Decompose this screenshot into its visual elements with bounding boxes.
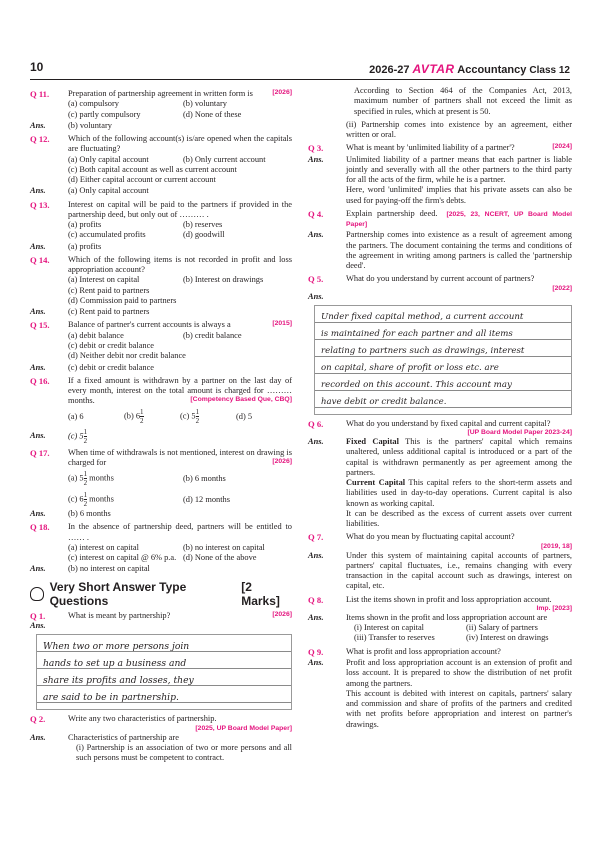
fraction-top: 1 [195, 408, 200, 417]
options-full [68, 341, 292, 362]
list-item: (iv) Interest on drawings [466, 633, 549, 643]
fraction-bottom: 2 [140, 417, 144, 426]
question-17 [30, 448, 292, 469]
question-number: Q 5. [308, 274, 324, 285]
question-text: What is profit and loss appropriation account? [346, 646, 501, 656]
handwritten-line: on capital, share of profit or loss etc. are [321, 362, 499, 373]
question-number: Q 8. [308, 594, 324, 605]
option: (d) None of these [183, 109, 242, 119]
question-body: What do you understand by current account of partners? [346, 274, 535, 284]
option: (c) accumulated profits [68, 230, 146, 240]
option: (d) 12 months [183, 494, 230, 504]
answer-label: Ans. [30, 362, 46, 372]
answer-label: Ans. [30, 621, 46, 631]
option [180, 408, 236, 425]
question-number: Q 11. [30, 89, 50, 99]
options [68, 470, 292, 508]
question-number: Q 9. [308, 646, 324, 657]
fraction [84, 428, 88, 445]
question-number: Q 2. [30, 714, 46, 725]
year-tag: [2026] [272, 610, 292, 618]
question-16 [30, 376, 292, 407]
options [68, 331, 292, 341]
answer [308, 551, 572, 592]
question-body: Explain partnership deed. [346, 208, 438, 218]
section-marks: [2 Marks] [241, 579, 280, 608]
question-text [346, 274, 572, 291]
answer-text: Partnership comes into existence as a result of agreement among the partners. The document containing the terms and conditions of the agreement in writing among partners is called the 'partnership deed'. [346, 230, 572, 271]
answer-text [68, 428, 292, 445]
subject-title: Accountancy [457, 64, 527, 76]
answer-label: Ans. [30, 732, 46, 742]
option [68, 470, 177, 487]
question-number: Q 13. [30, 199, 50, 210]
options-full [68, 286, 292, 307]
option: (c) interest on capital @ 6% p.a. [68, 553, 177, 563]
question-body: What do you understand by fixed capital and current capital? [346, 418, 551, 428]
answer-label: Ans. [308, 658, 324, 668]
question-body: What is meant by 'unlimited liability of a partner'? [346, 143, 515, 153]
question-text [346, 532, 572, 549]
option-whole: (b) 6 [124, 411, 141, 421]
handwritten-answer [36, 634, 292, 710]
question-text: Which of the following account(s) is/are opened when the capitals are fluctuating? [68, 134, 292, 154]
handwritten-line: hands to set up a business and [43, 658, 187, 670]
question-text [346, 595, 572, 612]
answer [30, 363, 292, 373]
question-body: What do you mean by fluctuating capital account? [346, 532, 515, 542]
option: (b) reserves [183, 220, 223, 230]
answer-text: (b) voluntary [68, 120, 112, 130]
header-rule [30, 79, 570, 80]
year-tag: [2019, 18] [541, 542, 572, 550]
question-number: Q 16. [30, 375, 50, 386]
question-body: Balance of partner's current accounts is always a [68, 320, 231, 330]
question-15 [30, 320, 292, 330]
section-heading [30, 580, 292, 608]
answer-text: Items shown in the profit and loss appropriation account are [346, 612, 548, 622]
answer [30, 428, 292, 445]
option: (a) profits [68, 220, 102, 230]
option [68, 491, 177, 508]
question-text [68, 89, 292, 99]
fraction [196, 408, 200, 425]
handwritten-line: have debit or credit balance. [321, 396, 447, 407]
answer-text: (c) debit or credit balance [68, 362, 155, 372]
answer-text: Under this system of maintaining capital accounts of partners, partners' capital fluctuates, i.e., remains changing with every transaction in the capital account such as drawings, interest on capital, etc. [346, 550, 572, 591]
source-tag: [UP Board Model Paper 2023-24] [467, 429, 572, 437]
term-definition: This capital refers to the short-term assets and liabilities used in day-to-day operations. Current capital is also known as working capital. [346, 478, 572, 508]
fraction-top: 1 [83, 470, 88, 479]
handwritten-line: share its profits and losses, they [43, 675, 194, 687]
answer-label: Ans. [30, 431, 46, 441]
option: (a) 6 [68, 411, 84, 421]
source-tag: [2025, UP Board Model Paper] [195, 724, 292, 732]
answer [308, 613, 572, 623]
handwritten-line: is maintained for each partner and all items [321, 328, 513, 339]
question-11 [30, 89, 292, 99]
lightbulb-icon [30, 587, 44, 601]
options [68, 407, 292, 427]
fraction [140, 408, 144, 425]
option-whole: (c) 6 [68, 494, 84, 504]
handwritten-line: are said to be in partnership. [43, 692, 179, 704]
vsa-question-5 [308, 274, 572, 291]
option: (b) no interest on capital [183, 542, 265, 552]
continued-text: According to Section 464 of the Companies Act, 2013, maximum number of partners shall not exceed the limit as specified in rules, which at present is 50. [354, 86, 572, 116]
vsa-question-2 [30, 714, 292, 731]
fraction-top: 1 [140, 408, 144, 417]
option [124, 408, 180, 425]
question-number: Q 1. [30, 610, 46, 621]
option: (c) Both capital account as well as current account [68, 164, 237, 174]
answer-text: (a) Only capital account [68, 186, 149, 196]
source-tag: [2025, 23, NCERT, UP Board Model Paper] [346, 210, 572, 229]
handwritten-line: recorded on this account. This account may [321, 379, 512, 390]
question-text [68, 611, 292, 621]
answer-text: (a) profits [68, 241, 102, 251]
answer-label: Ans. [308, 437, 324, 447]
answer-label: Ans. [30, 564, 46, 574]
fraction [84, 470, 88, 487]
year-tag: [2026] [272, 457, 292, 465]
answer [30, 733, 292, 743]
year-tag: [2015] [272, 320, 292, 328]
options [68, 543, 292, 564]
answer [308, 658, 572, 689]
answer [308, 230, 572, 271]
question-body: What is meant by partnership? [68, 610, 171, 620]
answer-label: Ans. [308, 550, 324, 560]
list-item: (iii) Transfer to reserves [354, 633, 435, 643]
question-number: Q 6. [308, 418, 324, 429]
answer-text: (b) 6 months [68, 509, 111, 519]
answer [30, 307, 292, 317]
question-text [346, 209, 572, 230]
option: (d) Commission paid to partners [68, 295, 177, 305]
question-number: Q 12. [30, 134, 50, 145]
question-number: Q 15. [30, 320, 50, 331]
option-whole: (a) 5 [68, 473, 84, 483]
right-column [308, 86, 572, 730]
vsa-question-4 [308, 209, 572, 230]
option-whole: (c) 5 [180, 411, 196, 421]
question-text: Interest on capital will be paid to the partners if provided in the partnership deed, but only out of ……… . [68, 199, 292, 219]
answer-text: (b) no interest on capital [68, 564, 150, 574]
options [68, 99, 292, 120]
answer-text [346, 437, 572, 478]
running-header [369, 62, 570, 76]
question-number: Q 14. [30, 254, 50, 265]
handwritten-answer [314, 305, 572, 415]
option: (a) Interest on capital [68, 275, 140, 285]
answer-label: Ans. [30, 307, 46, 317]
answer-label: Ans. [308, 612, 324, 622]
answer-paragraph: Here, word 'unlimited' implies that his private assets can also be used for paying-off the firm's debts. [346, 185, 572, 205]
question-text [346, 419, 572, 436]
vsa-question-6 [308, 419, 572, 436]
left-column [30, 86, 292, 763]
brand-logo: AVTAR [412, 62, 455, 76]
answer-label: Ans. [30, 509, 46, 519]
fraction-bottom: 2 [83, 479, 88, 488]
question-13 [30, 200, 292, 221]
year-tag: Imp. [2023] [536, 604, 572, 612]
list-item: (i) Interest on capital [354, 623, 424, 633]
answer-label: Ans. [308, 291, 324, 301]
answer [30, 186, 292, 196]
question-body: If a fixed amount is withdrawn by a partner on the last day of every month, interest on the total amount is charged for ……… months. [68, 375, 292, 406]
question-number: Q 7. [308, 532, 324, 543]
answer [308, 437, 572, 478]
question-body: When time of withdrawals is not mentioned, interest on drawing is charged for [68, 447, 292, 467]
term-definition: This is the partners' capital which remains unaltered, unless additional capital is introduced or a part of the capital is withdrawn permanently as per agreement among the partners. [346, 437, 572, 477]
answer-text: (c) Rent paid to partners [68, 307, 150, 317]
answer-label: Ans. [30, 241, 46, 251]
option: (d) goodwill [183, 230, 225, 240]
answer-point: (i) Partnership is an association of two or more persons and all such persons must be competent to contract. [76, 742, 292, 763]
list-item: (ii) Salary of partners [466, 623, 538, 633]
option: (a) Only capital account [68, 154, 149, 164]
option: (b) voluntary [183, 99, 227, 109]
option: (d) Neither debit nor credit balance [68, 351, 186, 361]
vsa-question-8 [308, 595, 572, 612]
question-14 [30, 255, 292, 276]
option: (b) 6 months [183, 473, 226, 483]
handwritten-line: When two or more persons join [43, 641, 190, 653]
option: (c) Rent paid to partners [68, 285, 150, 295]
question-text [68, 376, 292, 407]
edition-year: 2026-27 [369, 64, 410, 76]
option: (b) Only current account [183, 154, 266, 164]
year-tag: [2022] [552, 284, 572, 292]
fraction-bottom: 2 [83, 436, 88, 445]
class-label: Class 12 [529, 65, 570, 76]
option-unit: months [89, 473, 114, 483]
handwritten-line: relating to partners such as drawings, interest [321, 345, 525, 356]
vsa-question-3 [308, 143, 572, 153]
option-unit: months [89, 494, 114, 504]
answer [30, 509, 292, 519]
answer-label: Ans. [30, 120, 46, 130]
option: (c) debit or credit balance [68, 341, 155, 351]
question-text [68, 448, 292, 469]
option: (b) Interest on drawings [183, 275, 264, 285]
question-number: Q 3. [308, 143, 324, 154]
question-text [68, 714, 292, 731]
question-number: Q 17. [30, 447, 50, 458]
answer-paragraph: It can be described as the excess of current assets over current liabilities. [346, 508, 572, 529]
answer [30, 121, 292, 131]
question-12 [30, 134, 292, 155]
fraction-top: 1 [83, 491, 88, 500]
question-number: Q 18. [30, 522, 50, 533]
answer-paragraph [346, 478, 572, 509]
answer-paragraph: This account is debited with interest on capitals, partners' salary and commission and share of profits of the partners and credited with net profits before appropriation and interest on partner's drawings. [346, 688, 572, 729]
answer-whole: (c) 5 [68, 431, 84, 441]
vsa-question-9 [308, 647, 572, 657]
page-number: 10 [30, 60, 44, 74]
question-body: List the items shown in profit and loss appropriation account. [346, 594, 552, 604]
option: (d) None of the above [183, 553, 257, 563]
competency-tag: [Competency Based Que, CBQ] [190, 396, 292, 404]
term-heading: Fixed Capital [346, 437, 399, 447]
question-text: Which of the following items is not recorded in profit and loss appropriation account? [68, 254, 292, 275]
handwritten-line: Under fixed capital method, a current account [321, 311, 524, 322]
question-text [346, 143, 572, 153]
vsa-question-7 [308, 532, 572, 549]
vsa-question-1 [30, 611, 292, 621]
answer-label: Ans. [308, 230, 324, 240]
question-body: Preparation of partnership agreement in written form is [68, 89, 253, 98]
option: (a) interest on capital [68, 542, 139, 552]
answer [30, 242, 292, 252]
answer [30, 564, 292, 574]
question-text: In the absence of partnership deed, partners will be entitled to …… . [68, 522, 292, 542]
option: (d) 5 [236, 411, 253, 421]
option: (a) debit balance [68, 330, 124, 340]
answer-text: Characteristics of partnership are [68, 732, 179, 742]
fraction-bottom: 2 [195, 417, 200, 426]
fraction-bottom: 2 [83, 500, 88, 509]
question-18 [30, 522, 292, 543]
answer-label: Ans. [308, 154, 324, 164]
question-text [68, 320, 292, 330]
question-body: Write any two characteristics of partnership. [68, 714, 217, 724]
answer-text: Profit and loss appropriation account is an extension of profit and loss account. It is prepared to show the distribution of net profit among the partners. [346, 658, 572, 688]
options [68, 220, 292, 241]
section-title: Very Short Answer Type Questions [49, 579, 187, 608]
question-number: Q 4. [308, 208, 324, 219]
fraction-top: 1 [83, 427, 88, 436]
options [68, 155, 292, 165]
answer [308, 155, 572, 186]
answer-items [354, 623, 572, 644]
answer-text: Unlimited liability of a partner means that each partner is liable jointly and severally with all the other partners to the third party for all the acts of the firm, while he is a partner. [346, 154, 572, 185]
option: (a) compulsory [68, 99, 119, 109]
term-heading: Current Capital [346, 478, 406, 488]
option: (d) Either capital account or current account [68, 175, 216, 185]
options [68, 275, 292, 285]
year-tag: [2024] [552, 143, 572, 151]
options-full [68, 165, 292, 186]
year-tag: [2026] [272, 89, 292, 96]
option: (c) partly compulsory [68, 109, 141, 119]
fraction [84, 491, 88, 508]
continued-text: (ii) Partnership comes into existence by an agreement, either written or oral. [346, 119, 572, 139]
answer-label: Ans. [30, 186, 46, 196]
option: (b) credit balance [183, 330, 242, 340]
